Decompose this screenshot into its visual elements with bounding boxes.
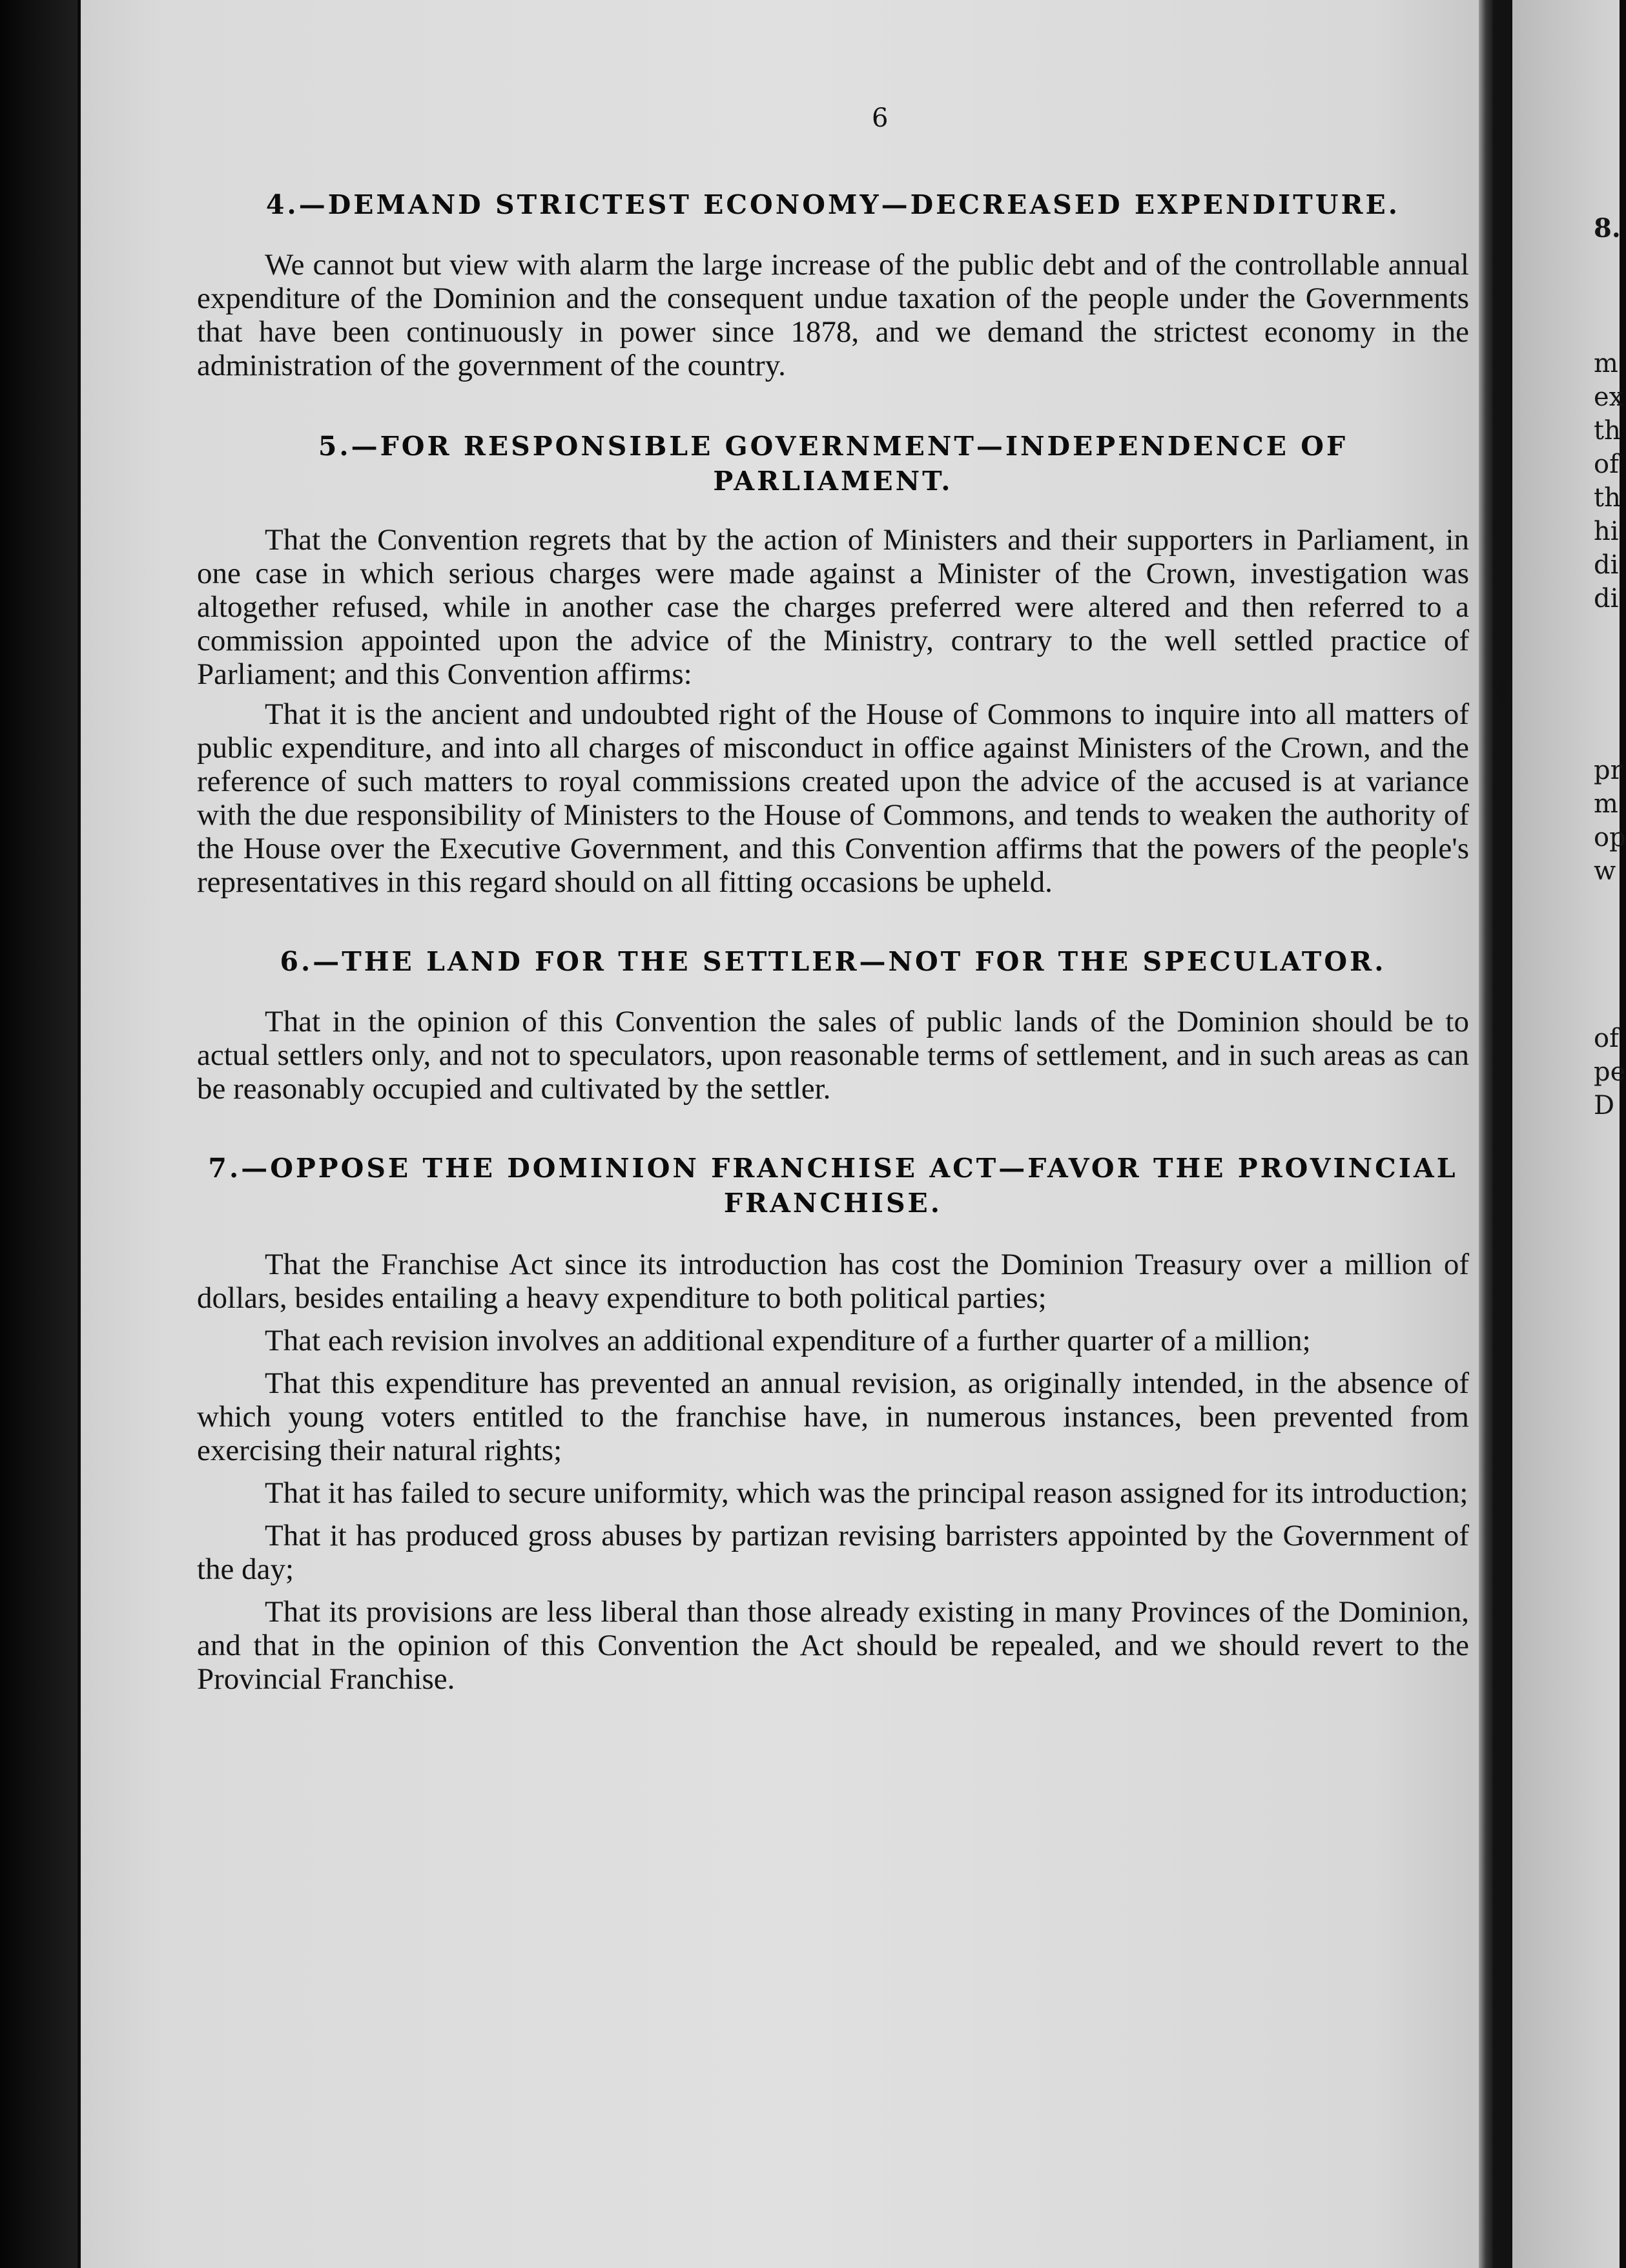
next-page-fragment: of [1594,449,1619,479]
section-paragraph: That each revision involves an additional expenditure of a further quarter of a million; [265,1324,1311,1357]
page-number: 6 [872,103,889,133]
next-page-fragment: m [1594,349,1618,378]
section-heading: 4.—DEMAND STRICTEST ECONOMY—DECREASED EXPENDITURE. [265,189,1401,220]
next-page-fragment: th [1594,483,1621,513]
next-page-fragment: D [1594,1091,1615,1120]
next-page-fragment: op [1594,823,1626,852]
section-paragraph: We cannot but view with alarm the large increase of the public debt and of the controllable annual expenditure of the Dominion and the consequent undue taxation of the people under the Governments that have been continuously in power since 1878, and we demand the strictest economy in the administration of the government of the country. [197,248,1469,382]
section-paragraph: That it is the ancient and undoubted right of the House of Commons to inquire into all matters of public expenditure, and into all charges of misconduct in office against Ministers of the Crown, and the reference of such matters to royal commissions created upon the advice of the accused is at variance with the due responsibility of Ministers to the House of Commons, and tends to weaken the authority of the House over the Executive Government, and this Convention affirms that the powers of the people's representatives in this regard should on all fitting occasions be upheld. [197,697,1469,899]
section-5 [197,429,1469,899]
next-page-fragment: pr [1594,756,1623,785]
binding-gutter [1493,0,1512,2268]
section-paragraph: That in the opinion of this Convention the sales of public lands of the Dominion should be to actual settlers only, and not to speculators, upon reasonable terms of settlement, and in such areas as can be reasonably occupied and cultivated by the settler. [197,1005,1469,1106]
section-heading: 6.—THE LAND FOR THE SETTLER—NOT FOR THE SPECULATOR. [280,946,1386,977]
section-heading: 7.—OPPOSE THE DOMINION FRANCHISE ACT—FAVOR THE PROVINCIAL FRANCHISE. [208,1153,1458,1219]
document-page [81,0,1485,2268]
section-paragraph: That its provisions are less liberal than those already existing in many Provinces of the Dominion, and that in the opinion of this Convention the Act should be repealed, and we should revert to the Provincial Franchise. [197,1595,1469,1696]
scan-smudge [1497,678,1506,704]
section-heading: 5.—FOR RESPONSIBLE GOVERNMENT—INDEPENDENCE OF PARLIAMENT. [318,431,1348,497]
next-page-fragment: pe [1594,1057,1626,1087]
section-paragraph: That this expenditure has prevented an annual revision, as originally intended, in the absence of which young voters entitled to the franchise have, in numerous instances, been prevented from exercising their natural rights; [197,1366,1469,1467]
next-page-fragment: hi [1594,517,1619,546]
next-page-fragment: th [1594,416,1621,446]
section-paragraph: That the Franchise Act since its introduction has cost the Dominion Treasury over a million of dollars, besides entailing a heavy expenditure to both political parties; [197,1248,1469,1315]
page-content [197,187,1469,1696]
next-page-edge [1512,0,1626,2268]
next-page-fragment: m [1594,789,1618,819]
section-paragraph: That it has failed to secure uniformity, which was the principal reason assigned for its introduction; [265,1476,1468,1510]
next-page-fragment: 8. [1594,213,1621,243]
section-7 [197,1151,1469,1696]
page-edge-shadow [1479,0,1493,2268]
section-paragraph: That it has produced gross abuses by partizan revising barristers appointed by the Government of the day; [197,1519,1469,1586]
left-dark-margin [0,0,77,2268]
next-page-fragment: ex [1594,382,1624,412]
section-paragraph: That the Convention regrets that by the action of Ministers and their supporters in Parliament, in one case in which serious charges were made against a Minister of the Crown, investigation was altogether refused, while in another case the charges preferred were altered and then referred to a commission appointed upon the advice of the Ministry, contrary to the well settled practice of Parliament; and this Convention affirms: [197,523,1469,691]
next-page-fragment: di [1594,584,1619,613]
next-page-fragment: of [1594,1024,1619,1053]
next-page-fragment: w [1594,856,1616,886]
section-4 [197,187,1469,382]
section-6 [197,944,1469,1106]
next-page-fragment: di [1594,550,1619,580]
